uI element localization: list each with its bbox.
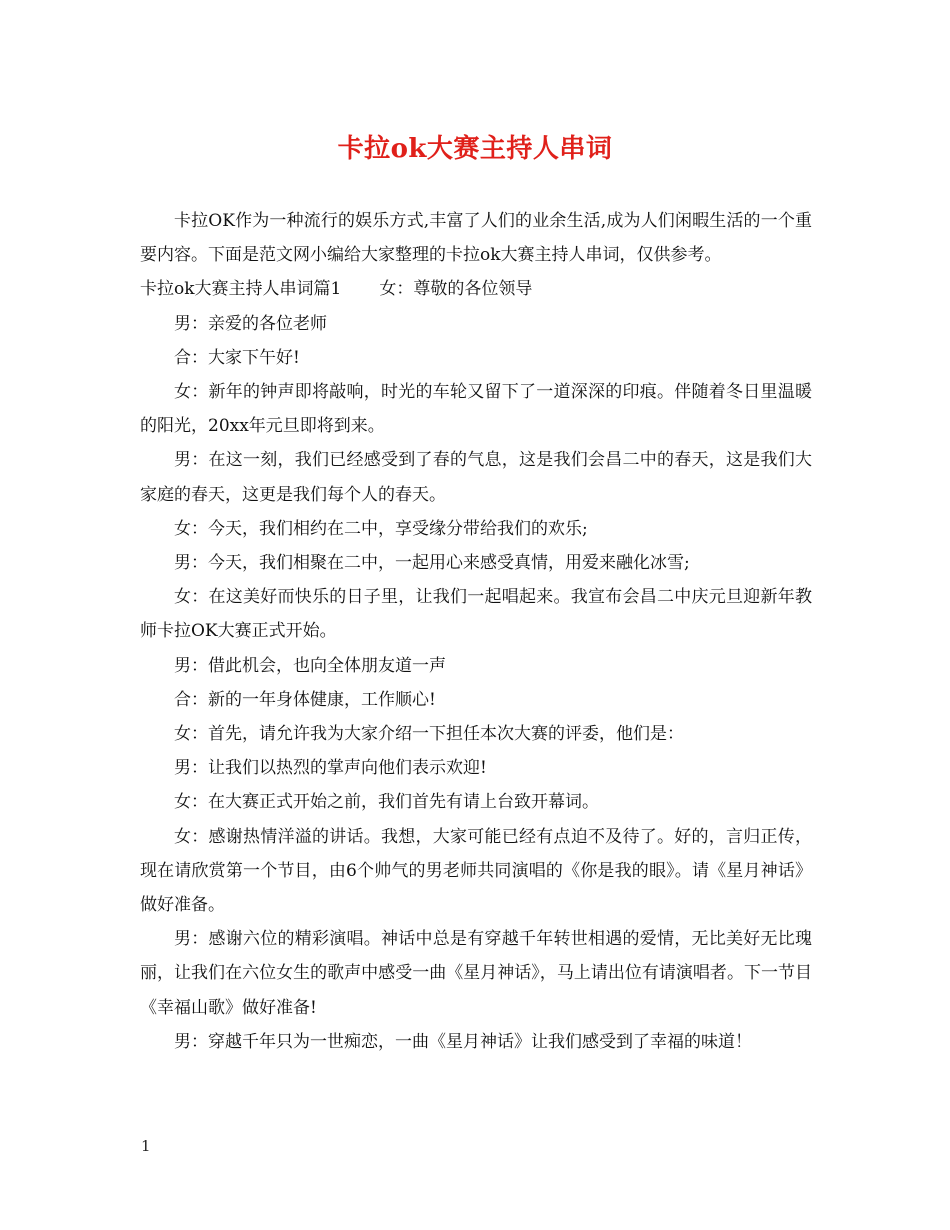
section-heading: 卡拉ok大赛主持人串词篇1 [140, 279, 342, 300]
document-title: 卡拉ok大赛主持人串词 [337, 134, 613, 164]
dialogue-paragraph: 男：感谢六位的精彩演唱。神话中总是有穿越千年转世相遇的爱情，无比美好无比瑰丽，让我们在六位女生的歌声中感受一曲《星月神话》，马上请出位有请演唱者。下一节目《幸福山歌》做好准备! [140, 929, 812, 1018]
dialogue-paragraph: 男：亲爱的各位老师 [174, 313, 327, 334]
dialogue-paragraph: 男：让我们以热烈的掌声向他们表示欢迎! [174, 758, 487, 779]
dialogue-paragraph: 合：大家下午好! [174, 347, 300, 368]
document-body [140, 204, 812, 1059]
dialogue-paragraph: 女：首先，请允许我为大家介绍一下担任本次大赛的评委，他们是： [174, 724, 684, 745]
dialogue-paragraph: 女：在这美好而快乐的日子里，让我们一起唱起来。我宣布会昌二中庆元旦迎新年教师卡拉OK大赛正式开始。 [140, 587, 812, 642]
dialogue-paragraph: 女：在大赛正式开始之前，我们首先有请上台致开幕词。 [174, 792, 599, 813]
dialogue-paragraph: 男：今天，我们相聚在二中，一起用心来感受真情，用爱来融化冰雪; [174, 553, 690, 574]
dialogue-paragraph: 男：在这一刻，我们已经感受到了春的气息，这是我们会昌二中的春天，这是我们大家庭的春天，这更是我们每个人的春天。 [140, 450, 812, 505]
dialogue-paragraph: 男：借此机会，也向全体朋友道一声 [174, 655, 446, 676]
dialogue-paragraph: 男：穿越千年只为一世痴恋，一曲《星月神话》让我们感受到了幸福的味道！ [174, 1031, 752, 1052]
section-heading-line [140, 272, 812, 306]
dialogue-paragraph: 合：新的一年身体健康，工作顺心! [174, 689, 436, 710]
section-first-line: 女：尊敬的各位领导 [379, 279, 533, 300]
dialogue-paragraph: 女：新年的钟声即将敲响，时光的车轮又留下了一道深深的印痕。伴随着冬日里温暖的阳光，20xx年元旦即将到来。 [140, 382, 812, 437]
dialogue-paragraph: 女：今天，我们相约在二中，享受缘分带给我们的欢乐; [174, 518, 588, 539]
dialogue-paragraph: 女：感谢热情洋溢的讲话。我想，大家可能已经有点迫不及待了。好的，言归正传，现在请欣赏第一个节目，由6个帅气的男老师共同演唱的《你是我的眼》。请《星月神话》做好准备。 [140, 826, 812, 916]
page-number: 1 [141, 1137, 151, 1155]
intro-paragraph: 卡拉OK作为一种流行的娱乐方式,丰富了人们的业余生活,成为人们闲暇生活的一个重要内容。下面是范文网小编给大家整理的卡拉ok大赛主持人串词，仅供参考。 [140, 211, 812, 266]
